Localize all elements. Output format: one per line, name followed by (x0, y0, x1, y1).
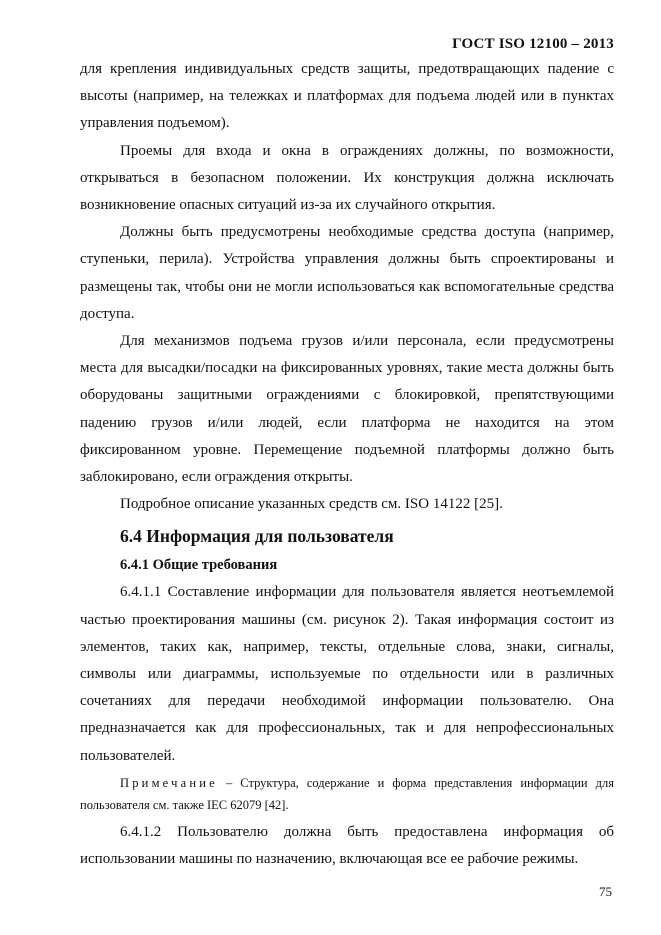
paragraph-openings: Проемы для входа и окна в ограждениях должны, по возможности, открываться в безопасном положении. Их конструкция должна исключать возникновение опасных ситуаций из-за их случайного открытия. (80, 142, 614, 214)
paragraph-continuation: для крепления индивидуальных средств защиты, предотвращающих падение с высоты (например, на тележках и платформах для подъема людей или в пунктах управления подъемом). (80, 61, 614, 132)
document-header: ГОСТ ISO 12100 – 2013 (452, 36, 614, 52)
paragraph-access-means: Должны быть предусмотрены необходимые средства доступа (например, ступеньки, перила). Устройства управления должны быть спроектированы и размещены так, чтобы они не могли использоваться как вспомогательные средства доступа. (80, 224, 614, 322)
note-label: Примечание (120, 775, 218, 790)
note (80, 772, 614, 816)
paragraph-6-4-1-1: 6.4.1.1 Составление информации для пользователя является неотъемлемой частью проектирования машины (см. рисунок 2). Такая информация состоит из элементов, таких как, например, тексты, отдельные слова, знаки, сигналы, символы или диаграммы, используемые по отдельности или в различных сочетаниях для передачи необходимой информации пользователю. Она предназначается как для профессиональных, так и для непрофессиональных пользователей. (80, 584, 614, 764)
paragraph-6-4-1-2: 6.4.1.2 Пользователю должна быть предоставлена информация об использовании машины по назначению, включающая все ее рабочие режимы. (80, 823, 614, 868)
note-text: – Структура, содержание и форма представления информации для пользователя см. также IEC 62079 [42]. (80, 775, 614, 812)
subsection-heading: 6.4.1 Общие требования (120, 557, 278, 574)
paragraph-reference: Подробное описание указанных средств см. ISO 14122 [25]. (120, 496, 503, 513)
document-body (80, 56, 614, 873)
paragraph-lifting: Для механизмов подъема грузов и/или персонала, если предусмотрены места для высадки/посадки на фиксированных уровнях, такие места должны быть оборудованы защитными ограждениями с блокировкой, препятствующими падению грузов и/или людей, если платформа не находится на этом фиксированном уровне. Перемещение подъемной платформы должно быть заблокировано, если ограждения открыты. (80, 333, 614, 486)
section-heading: 6.4 Информация для пользователя (120, 526, 394, 547)
page-number: 75 (599, 884, 612, 899)
